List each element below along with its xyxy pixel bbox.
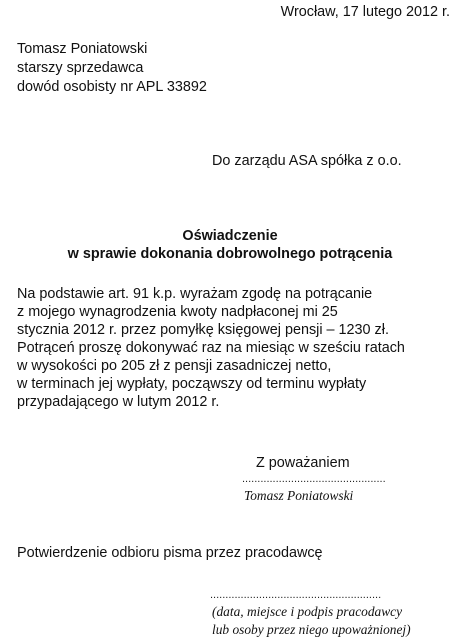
place-date: Wrocław, 17 lutego 2012 r. — [280, 4, 450, 20]
signature-dotted-line: ............................................... — [242, 473, 386, 485]
sender-position: starszy sprzedawca — [17, 60, 144, 76]
body-line: z mojego wynagrodzenia kwoty nadpłaconej mi 25 — [17, 304, 338, 320]
sender-id-document: dowód osobisty nr APL 33892 — [17, 79, 207, 95]
body-line: w wysokości po 205 zł z pensji zasadniczej netto, — [17, 358, 332, 374]
title-line-2: w sprawie dokonania dobrowolnego potrącenia — [67, 246, 393, 262]
body-line: przypadającego w lutym 2012 r. — [17, 394, 220, 410]
receipt-note-line-1: (data, miejsce i podpis pracodawcy — [212, 604, 403, 619]
receipt-label: Potwierdzenie odbioru pisma przez pracodawcę — [17, 545, 323, 561]
sender-name: Tomasz Poniatowski — [17, 41, 148, 57]
recipient: Do zarządu ASA spółka z o.o. — [212, 153, 402, 169]
body-line: Potrąceń proszę dokonywać raz na miesiąc w sześciu ratach — [17, 340, 405, 356]
closing-greeting: Z poważaniem — [256, 455, 350, 471]
body-line: Na podstawie art. 91 k.p. wyrażam zgodę na potrącanie — [17, 286, 373, 302]
title-line-1: Oświadczenie — [182, 228, 278, 244]
receipt-dotted-line: ........................................................ — [210, 589, 382, 601]
body-line: stycznia 2012 r. przez pomyłkę księgowej pensji – 1230 zł. — [17, 322, 389, 338]
receipt-note-line-2: lub osoby przez niego upoważnionej) — [212, 622, 411, 637]
signature-name: Tomasz Poniatowski — [244, 488, 354, 503]
body-line: w terminach jej wypłaty, począwszy od terminu wypłaty — [17, 376, 367, 392]
